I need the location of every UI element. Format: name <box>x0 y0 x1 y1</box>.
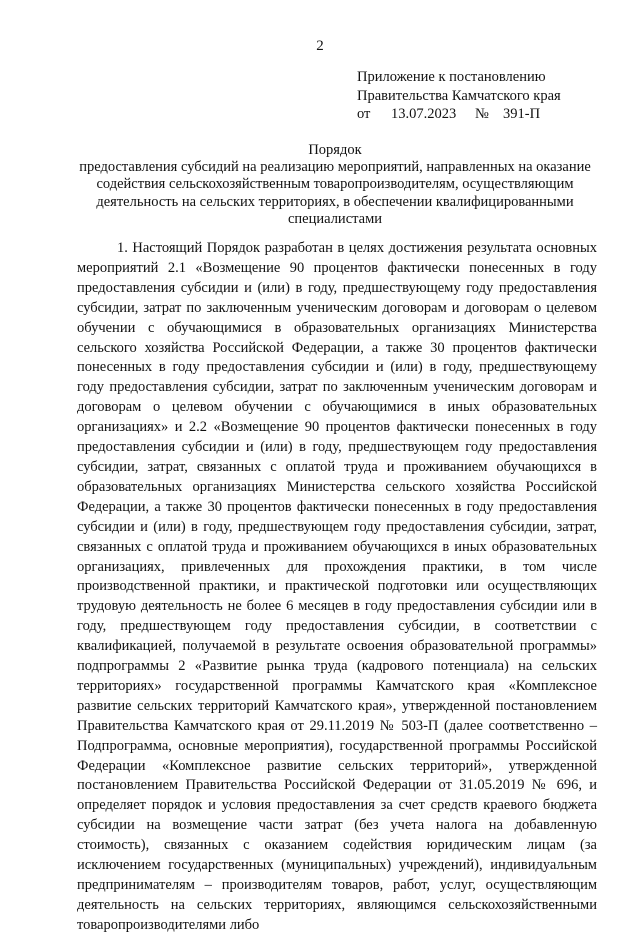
document-subtitle: предоставления субсидий на реализацию мероприятий, направленных на оказание содействия сельскохозяйственным товаропроизводителям, осуществляющим деятельность на сельских территориях, в обеспечении квалифицированными специалистами <box>79 159 591 227</box>
appendix-reference <box>357 105 561 124</box>
page-number: 2 <box>316 38 324 54</box>
ref-from-label: от <box>357 106 371 122</box>
document-title: Порядок <box>308 142 362 158</box>
appendix-block <box>357 68 561 124</box>
document-title-block <box>70 142 600 228</box>
ref-number-sign: № <box>475 106 489 122</box>
paragraph-1: 1. Настоящий Порядок разработан в целях достижения результата основных мероприятий 2.1 «Возмещение 90 процентов фактически понесенных в году предоставления субсидии и (или) в году, предшествующему году предоставления субсидии, затрат по заключенным ученическим договорам и договорам о целевом обучении с обучающимися в образовательных организациях Министерства сельского хозяйства Российской Федерации, а также 30 процентов фактически понесенных в году предоставления субсидии и (или) в году, предшествующему году предоставления субсидии, затрат по заключенным ученическим договорам и договорам о целевом обучении с обучающимися в иных образовательных организациях» и 2.2 «Возмещение 90 процентов фактически понесенных в году предоставления субсидии и (или) в году, предшествующем году предоставления субсидии, затрат, связанных с оплатой труда и проживанием обучающихся в образовательных организациях Министерства сельского хозяйства Российской Федерации, а также 30 процентов фактически понесенных в году предоставления субсидии и (или) в году, предшествующем году предоставления субсидии, затрат, связанных с оплатой труда и проживанием обучающихся в иных образовательных организациях, привлеченных для прохождения практики, в том числе производственной практики, и практической подготовки или осуществляющих трудовую деятельность не более 6 месяцев в году предоставления субсидии или в году, предшествующем году предоставления субсидии, в соответствии с квалификацией, получаемой в результате освоения образовательной программы» подпрограммы 2 «Развитие рынка труда (кадрового потенциала) на сельских территориях» государственной программы Камчатского края «Комплексное развитие сельских территорий Камчатского края», утвержденной постановлением Правительства Камчатского края от 29.11.2019 № 503-П (далее соответственно – Подпрограмма, основные мероприятия), государственной программы Российской Федерации «Комплексное развитие сельских территорий», утвержденной постановлением Правительства Российской Федерации от 31.05.2019 № 696, и определяет порядок и условия предоставления за счет средств краевого бюджета субсидии на возмещение части затрат (без учета налога на добавленную стоимость), связанных с оказанием содействия юридическим лицам (за исключением государственных (муниципальных) учреждений), индивидуальным предпринимателям – производителям товаров, работ, услуг, осуществляющим деятельность на сельских территориях, являющимся сельскохозяйственными товаропроизводителями либо <box>77 240 597 933</box>
appendix-line-2: Правительства Камчатского края <box>357 87 561 104</box>
appendix-line-1: Приложение к постановлению <box>357 69 546 85</box>
ref-number: 391-П <box>503 106 541 122</box>
ref-date: 13.07.2023 <box>391 106 457 122</box>
